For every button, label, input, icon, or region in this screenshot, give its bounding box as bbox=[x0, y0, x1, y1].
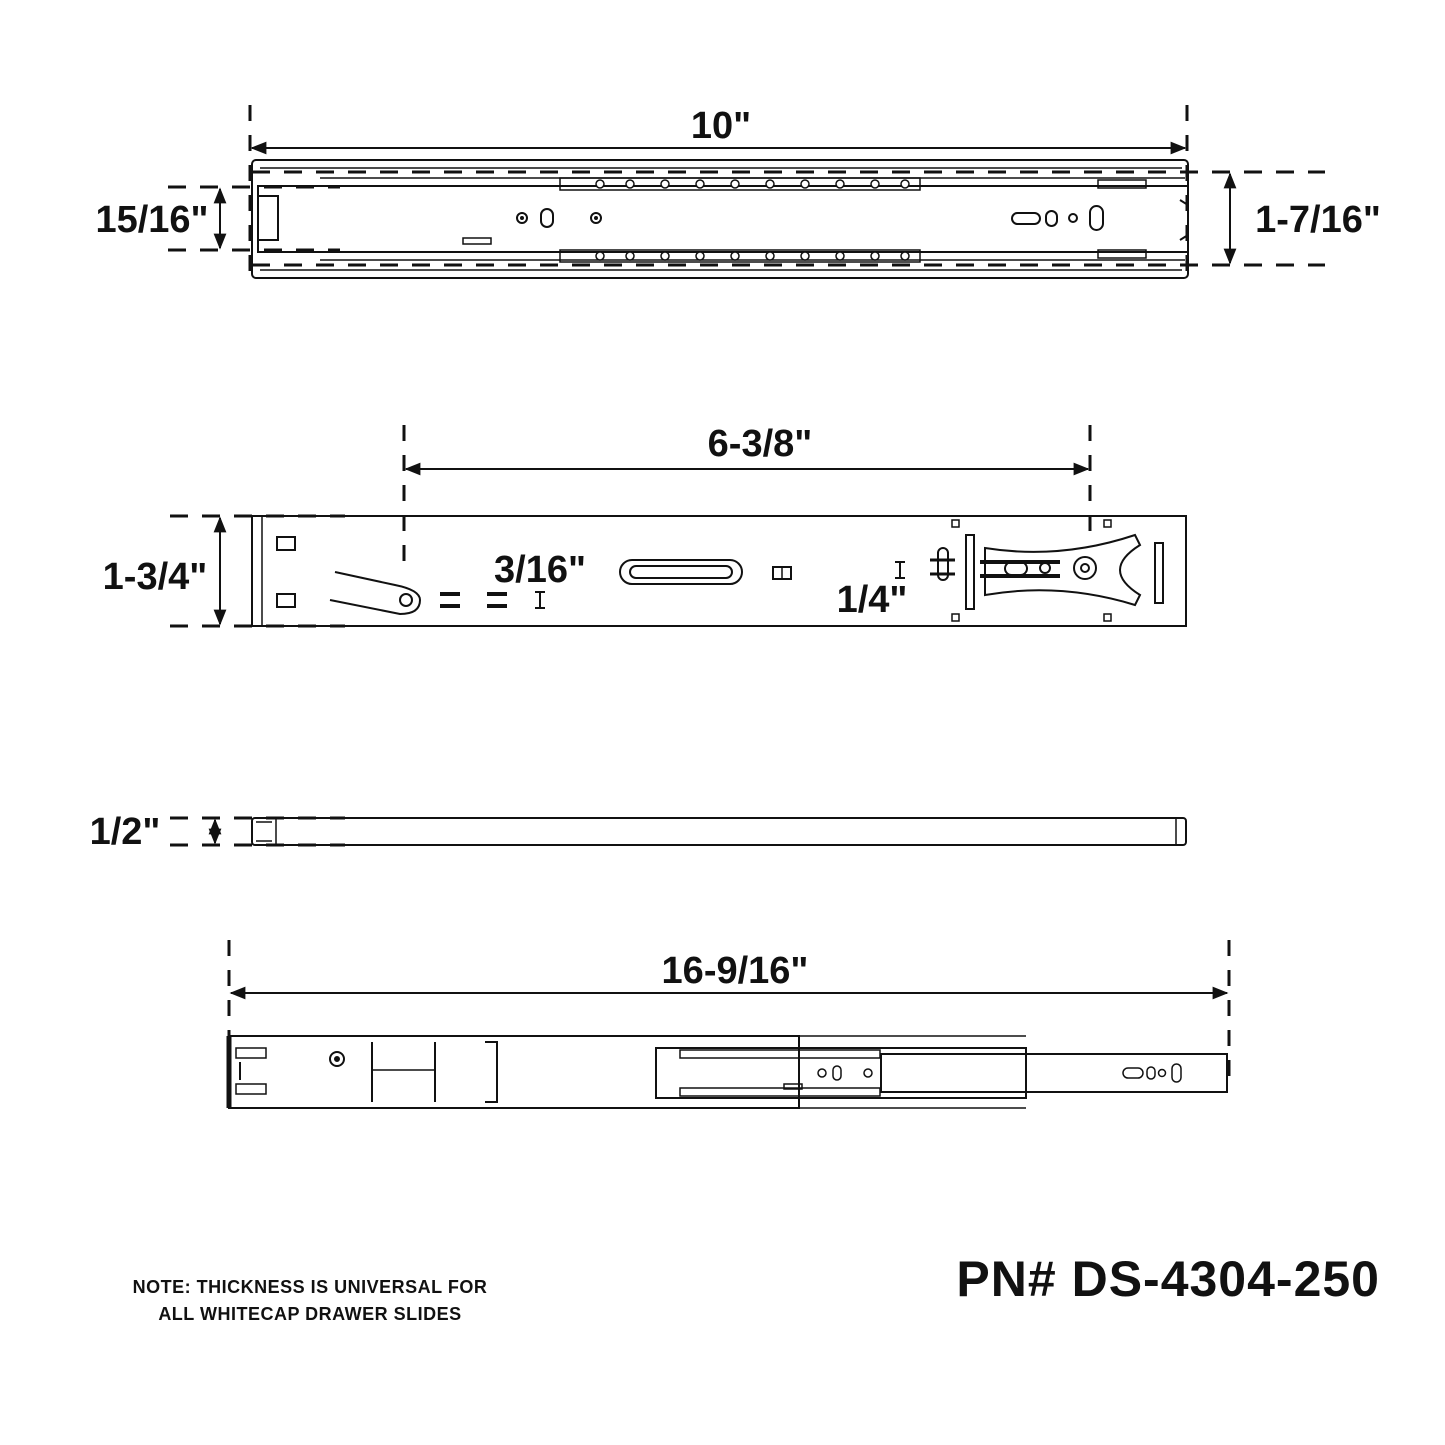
label-height-inner: 15/16" bbox=[95, 199, 209, 241]
label-thickness: 1/2" bbox=[89, 811, 161, 853]
label-side-height: 1-3/4" bbox=[102, 556, 208, 598]
side-view bbox=[170, 425, 1186, 626]
thickness-view bbox=[170, 818, 1186, 845]
label-length-closed: 10" bbox=[690, 105, 752, 147]
label-hole-spacing: 6-3/8" bbox=[707, 423, 813, 465]
label-length-extended: 16-9/16" bbox=[661, 950, 809, 992]
thickness-note bbox=[100, 1274, 520, 1328]
label-small-gap-2: 1/4" bbox=[836, 579, 908, 621]
note-line-1: NOTE: THICKNESS IS UNIVERSAL FOR bbox=[132, 1277, 488, 1297]
label-height-outer: 1-7/16" bbox=[1255, 199, 1381, 241]
note-line-2: ALL WHITECAP DRAWER SLIDES bbox=[158, 1304, 462, 1324]
label-small-gap-1: 3/16" bbox=[494, 549, 586, 591]
part-number: PN# DS-4304-250 bbox=[956, 1251, 1380, 1307]
